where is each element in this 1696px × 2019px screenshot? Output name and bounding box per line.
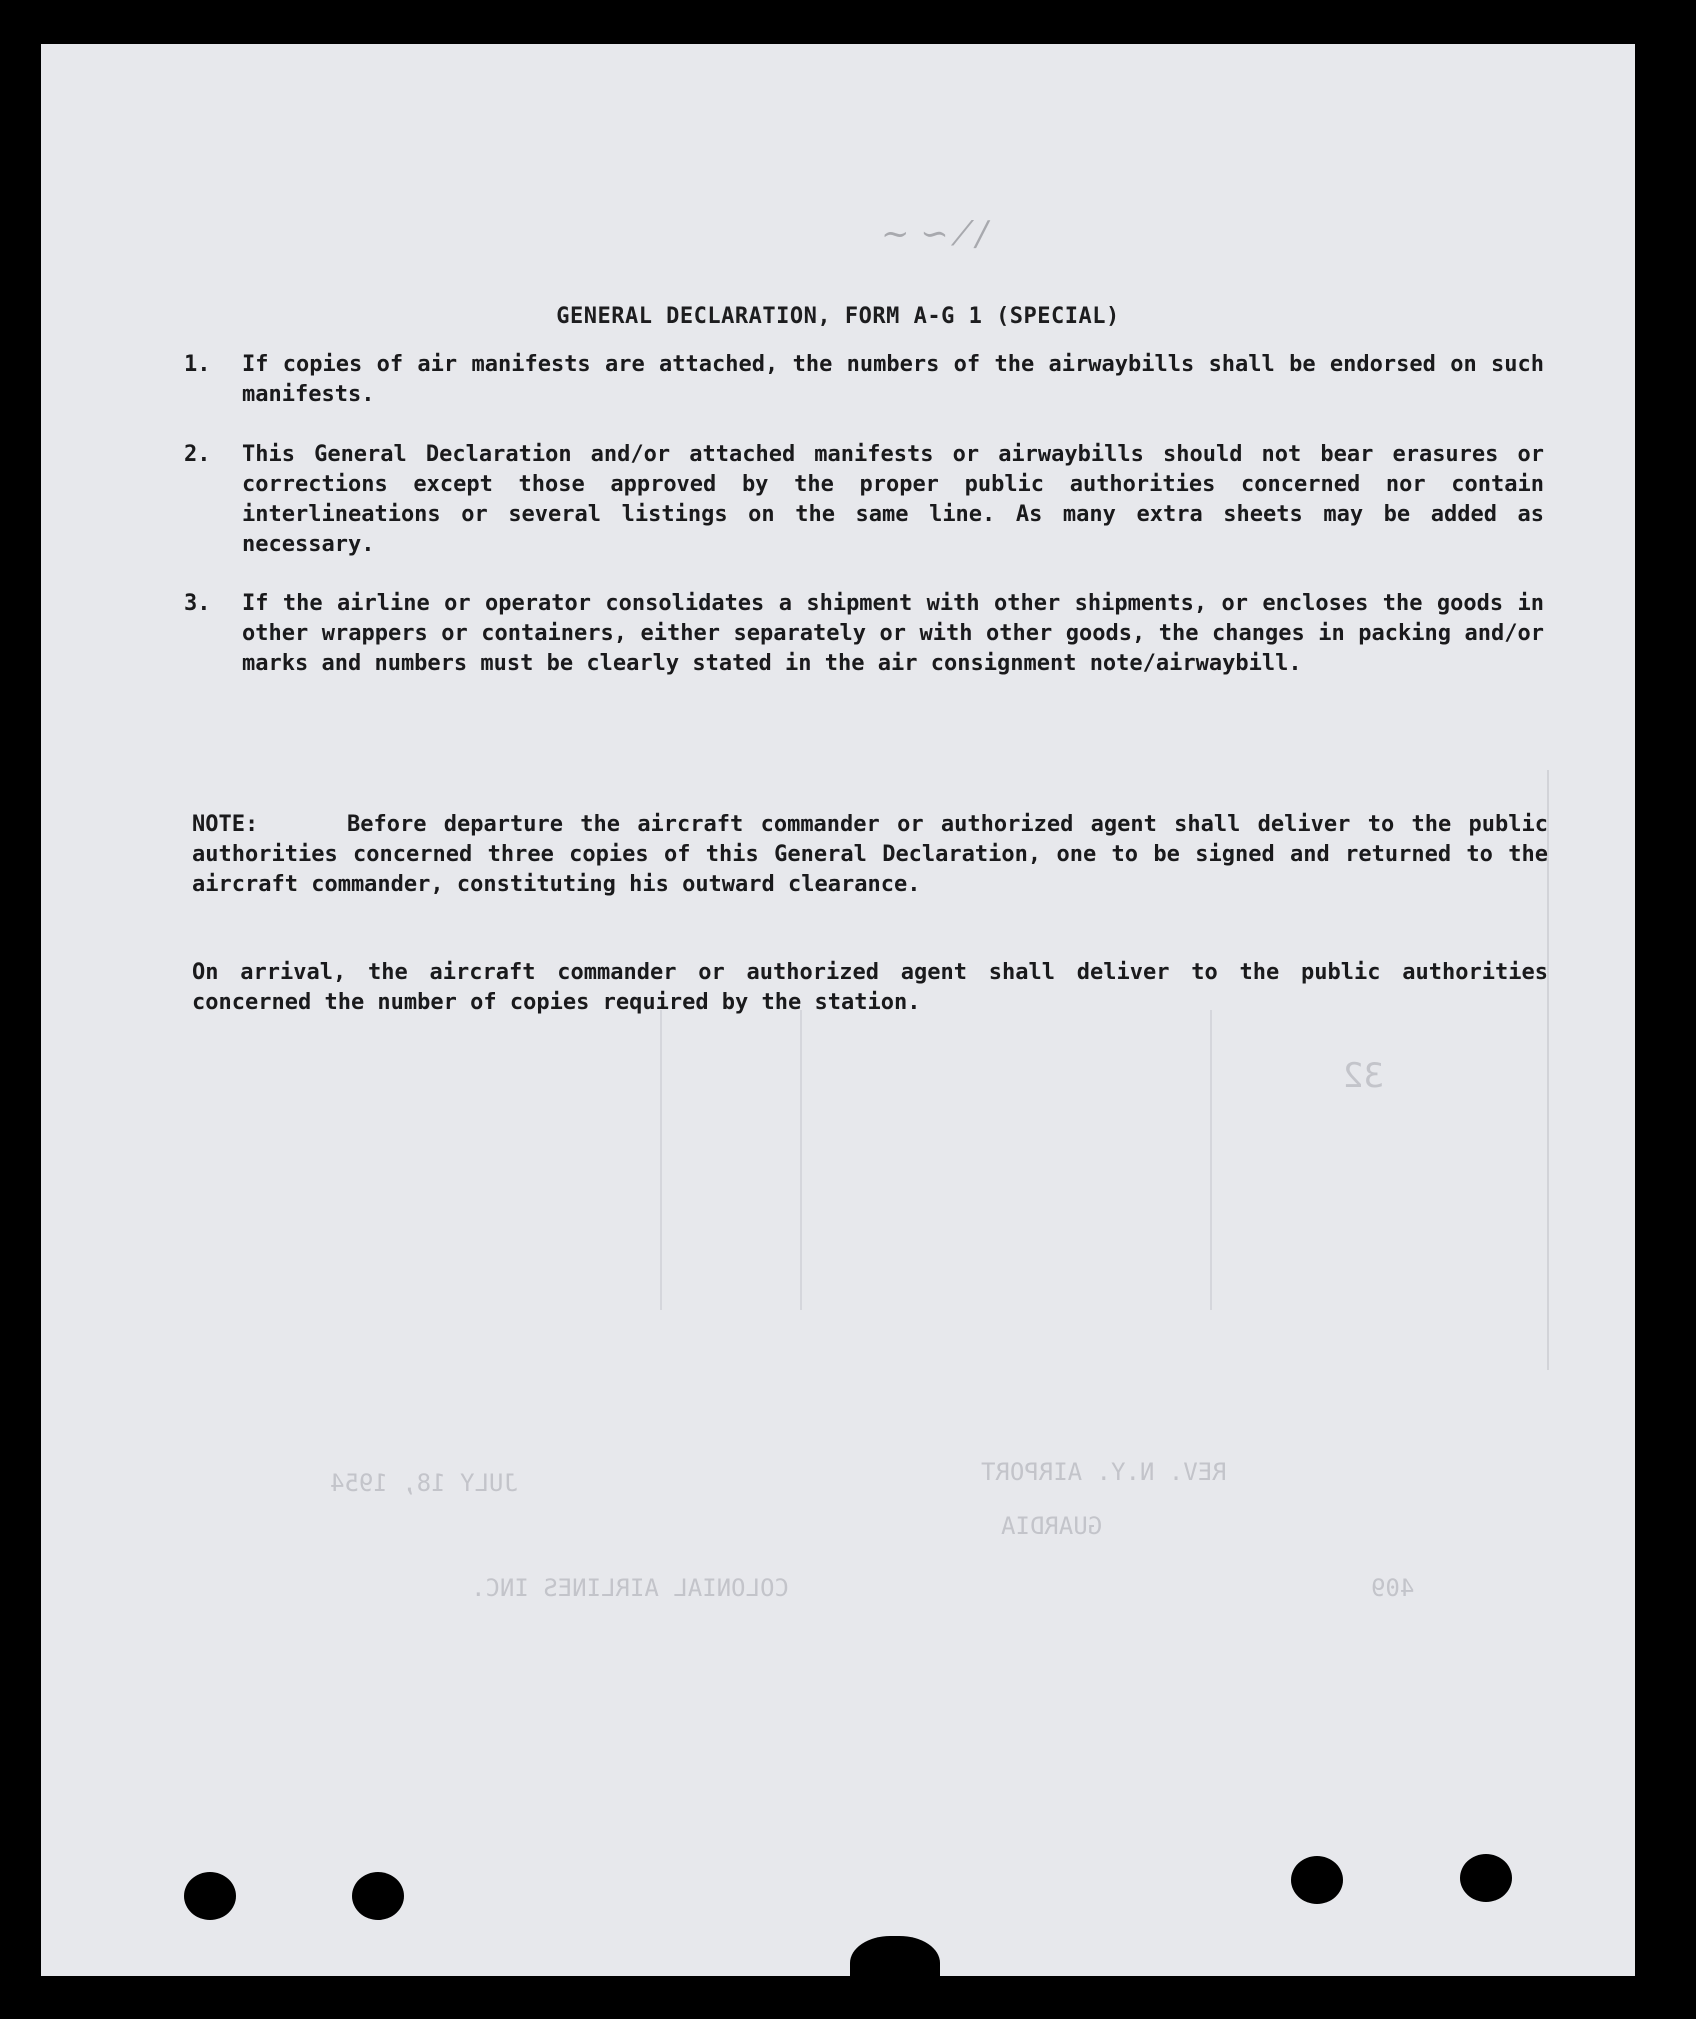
item-number: 3. [184, 591, 211, 616]
punch-hole [352, 1872, 404, 1920]
show-through-date: JULY 18, 1954 [330, 1469, 518, 1497]
document-title: GENERAL DECLARATION, FORM A-G 1 (SPECIAL) [556, 304, 1120, 329]
punch-hole [1460, 1854, 1512, 1902]
note-text: Before departure the aircraft commander or authorized agent shall deliver to the public authorities concerned three copies of this General Declaration, one to be signed and returned to the aircraft commander, constituting his outward clearance. [192, 812, 1548, 897]
punch-hole [184, 1872, 236, 1920]
note-label: NOTE: [192, 812, 259, 837]
show-through-guardia: GUARDIA [1001, 1512, 1103, 1540]
note-paragraph [192, 810, 1548, 900]
pencil-scribble: ~ ∽ ⁄ ∕ [881, 214, 988, 254]
item-number: 1. [184, 352, 211, 377]
item-text: If copies of air manifests are attached, the numbers of the airwaybills shall be endorsed on such manifests. [242, 352, 1544, 407]
document-page [41, 44, 1635, 1976]
ghost-divider [660, 1010, 662, 1310]
ghost-divider [800, 1010, 802, 1310]
item-number: 2. [184, 442, 211, 467]
arrival-paragraph: On arrival, the aircraft commander or authorized agent shall deliver to the public authorities concerned the number of copies required by the station. [192, 960, 1548, 1015]
item-text: This General Declaration and/or attached manifests or airwaybills should not bear erasures or corrections except those approved by the proper public authorities concerned nor contain interlineations or several listings on the same line. As many extra sheets may be added as necessary. [242, 442, 1544, 557]
ghost-divider [1210, 1010, 1212, 1310]
show-through-number: 409 [1371, 1574, 1415, 1602]
show-through-number-2: 32 [1343, 1056, 1384, 1096]
page-tear [850, 1936, 940, 1996]
show-through-airline: COLONIAL AIRLINES INC. [471, 1574, 789, 1602]
item-text: If the airline or operator consolidates a shipment with other shipments, or encloses the goods in other wrappers or containers, either separately or with other goods, the changes in packing and/or marks and numbers must be clearly stated in the air consignment note/airwaybill. [242, 591, 1544, 676]
punch-hole [1291, 1856, 1343, 1904]
show-through-airport: REV. N.Y. AIRPORT [981, 1458, 1227, 1486]
